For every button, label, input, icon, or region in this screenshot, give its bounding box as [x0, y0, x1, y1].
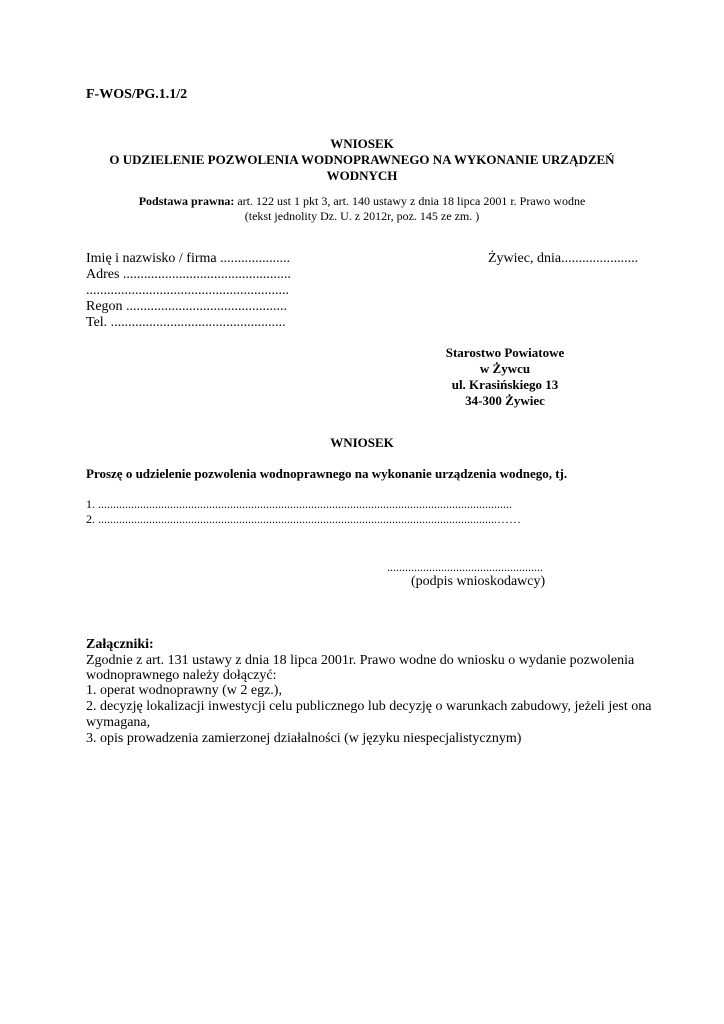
signature-caption: (podpis wnioskodawcy)	[411, 574, 546, 589]
recipient-line-4: 34-300 Żywiec	[465, 393, 545, 408]
applicant-name-field: Imię i nazwisko / firma ....................	[86, 251, 291, 266]
attachments-intro-line-1: Zgodnie z art. 131 ustawy z dnia 18 lipca 2001r. Prawo wodne do wniosku o wydanie pozwolenia	[86, 653, 635, 668]
request-text: Proszę o udzielenie pozwolenia wodnoprawnego na wykonanie urządzenia wodnego, tj.	[86, 466, 568, 481]
place-date-field: Żywiec, dnia......................	[488, 251, 639, 266]
legal-basis	[0, 194, 724, 209]
request-heading: WNIOSEK	[330, 435, 394, 450]
title-line-3: WODNYCH	[326, 168, 398, 183]
recipient-line-2: w Żywcu	[479, 361, 531, 376]
attachments-heading: Załączniki:	[86, 637, 154, 652]
recipient-line-1: Starostwo Powiatowe	[445, 345, 565, 360]
applicant-address-field: Adres ................................................	[86, 267, 291, 282]
attachment-item-2: 2. decyzję lokalizacji inwestycji celu publicznego lub decyzję o warunkach zabudowy, jeżeli jest ona	[86, 699, 652, 714]
attachment-item-1: 1. operat wodnoprawny (w 2 egz.),	[86, 683, 282, 698]
legal-basis-text: art. 122 ust 1 pkt 3, art. 140 ustawy z dnia 18 lipca 2001 r. Prawo wodne	[234, 194, 586, 208]
applicant-tel-field: Tel. ..................................................	[86, 315, 286, 330]
title-line-1: WNIOSEK	[330, 136, 394, 151]
form-code: F-WOS/PG.1.1/2	[86, 87, 188, 102]
request-item-1: 1. ..........................................................................................................................................	[86, 497, 512, 511]
signature-line: ....................................................	[387, 560, 543, 574]
attachment-item-3: 3. opis prowadzenia zamierzonej działalności (w języku niespecjalistycznym)	[86, 731, 522, 746]
applicant-regon-field: Regon ..............................................	[86, 299, 288, 314]
attachment-item-2-cont: wymagana,	[86, 715, 151, 730]
attachments-intro-line-2: wodnoprawnego należy dołączyć:	[86, 668, 277, 683]
recipient-line-3: ul. Krasińskiego 13	[451, 377, 559, 392]
legal-basis-reference: (tekst jednolity Dz. U. z 2012r, poz. 145 ze zm. )	[244, 209, 480, 223]
title-line-2: O UDZIELENIE POZWOLENIA WODNOPRAWNEGO NA WYKONANIE URZĄDZEŃ	[109, 152, 615, 167]
applicant-address-line-2: ..........................................................	[86, 283, 289, 298]
legal-basis-label: Podstawa prawna:	[138, 194, 235, 208]
request-item-2: 2. .....................................................................................................................................……	[86, 512, 521, 526]
